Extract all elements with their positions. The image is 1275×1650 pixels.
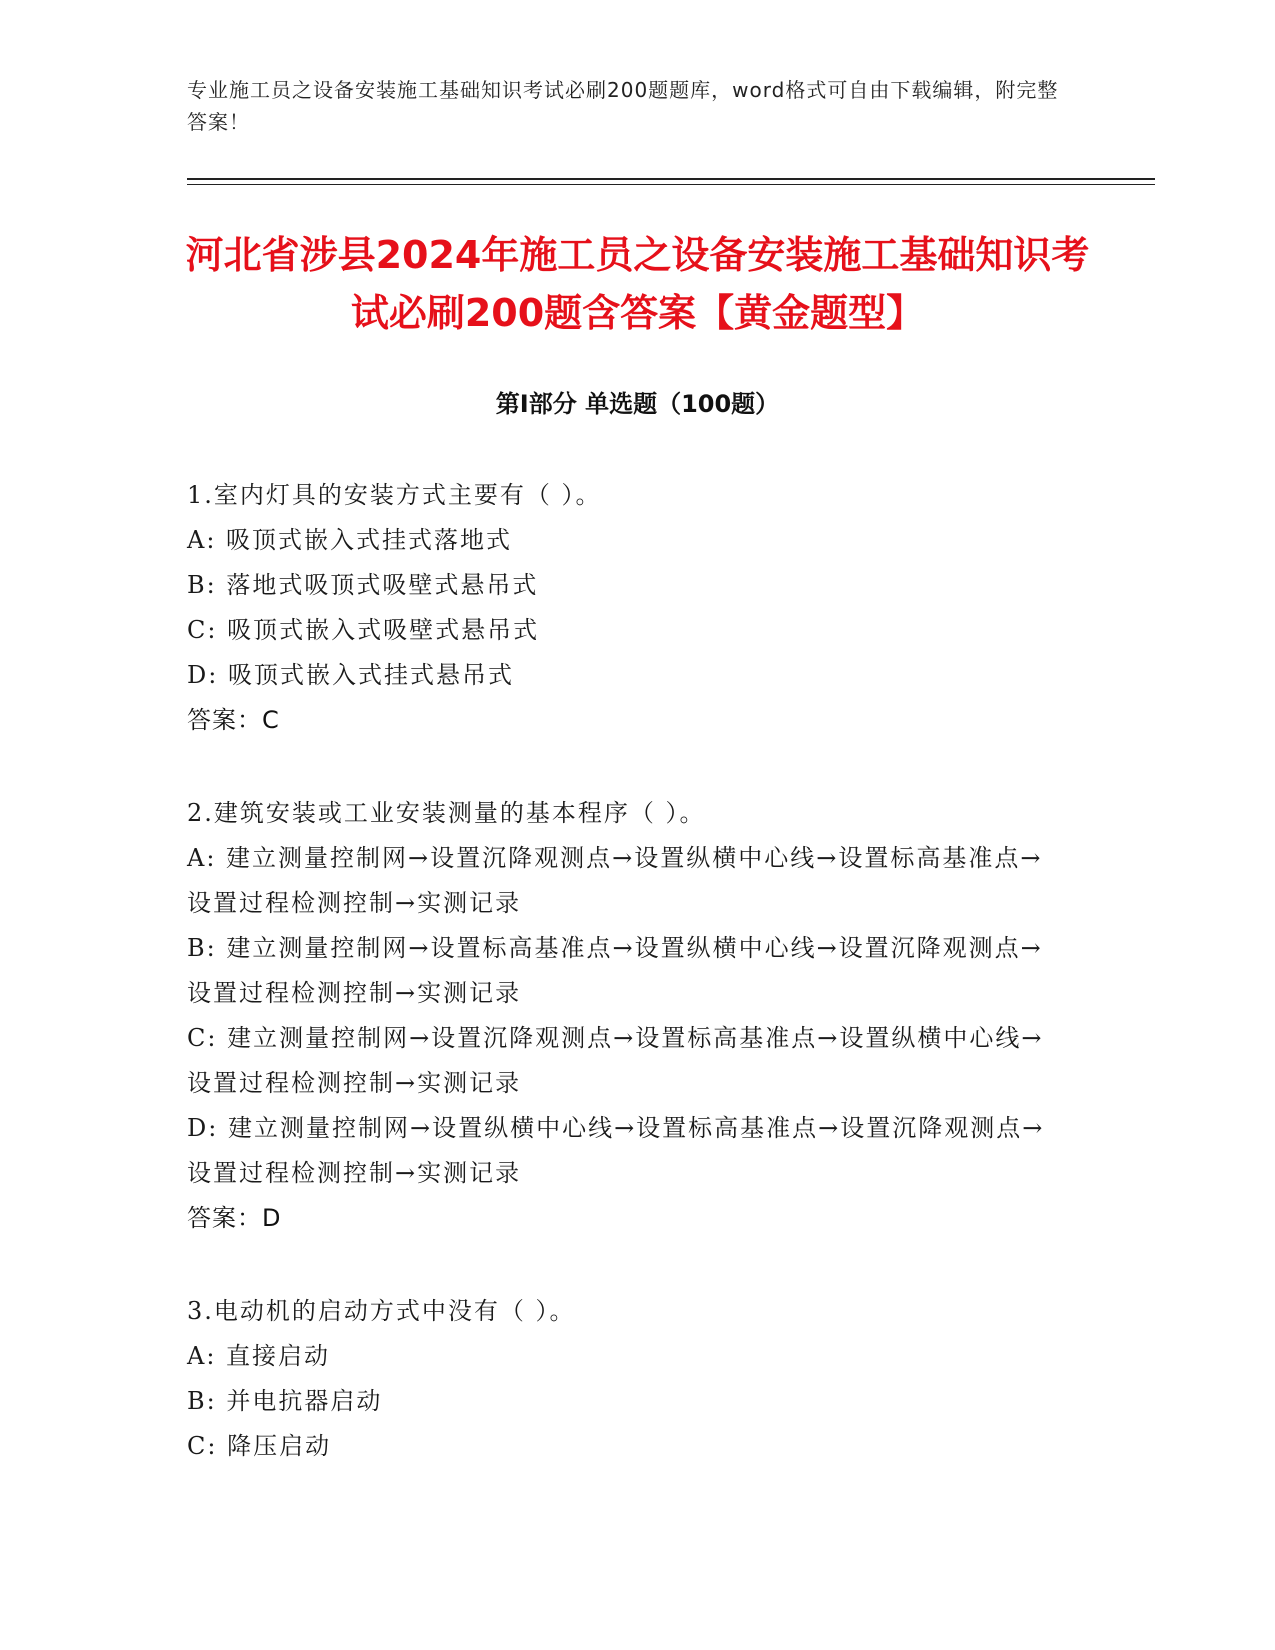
document-title: 河北省涉县2024年施工员之设备安装施工基础知识考试必刷200题含答案【黄金题型】	[185, 233, 1090, 335]
answer: 答案：D	[187, 1204, 282, 1232]
question-3	[187, 1289, 1067, 1469]
question-stem: 3.电动机的启动方式中没有（ ）。	[187, 1297, 576, 1325]
option-d: D: 吸顶式嵌入式挂式悬吊式	[187, 661, 514, 689]
option-b: B: 并电抗器启动	[187, 1387, 383, 1415]
option-d: D: 建立测量控制网→设置纵横中心线→设置标高基准点→设置沉降观测点→设置过程检测控制→实测记录	[187, 1114, 1045, 1187]
question-1	[187, 473, 1067, 743]
question-2	[187, 791, 1067, 1241]
question-list	[187, 473, 1067, 1517]
option-c: C: 建立测量控制网→设置沉降观测点→设置标高基准点→设置纵横中心线→设置过程检测控制→实测记录	[187, 1024, 1044, 1097]
option-c: C: 吸顶式嵌入式吸壁式悬吊式	[187, 616, 540, 644]
question-stem: 1.室内灯具的安装方式主要有（ ）。	[187, 481, 602, 509]
option-a: A: 吸顶式嵌入式挂式落地式	[187, 526, 513, 554]
option-a: A: 建立测量控制网→设置沉降观测点→设置纵横中心线→设置标高基准点→设置过程检测控制→实测记录	[187, 844, 1043, 917]
header-note: 专业施工员之设备安装施工基础知识考试必刷200题题库，word格式可自由下载编辑，附完整答案！	[187, 78, 1059, 134]
header-divider-thick	[187, 178, 1155, 180]
section-title: 第I部分 单选题（100题）	[495, 390, 780, 418]
question-stem: 2.建筑安装或工业安装测量的基本程序（ ）。	[187, 799, 706, 827]
option-b: B: 建立测量控制网→设置标高基准点→设置纵横中心线→设置沉降观测点→设置过程检测控制→实测记录	[187, 934, 1043, 1007]
option-c: C: 降压启动	[187, 1432, 332, 1460]
answer: 答案：C	[187, 706, 280, 734]
option-a: A: 直接启动	[187, 1342, 331, 1370]
option-b: B: 落地式吸顶式吸壁式悬吊式	[187, 571, 539, 599]
header-divider-thin	[187, 184, 1155, 185]
